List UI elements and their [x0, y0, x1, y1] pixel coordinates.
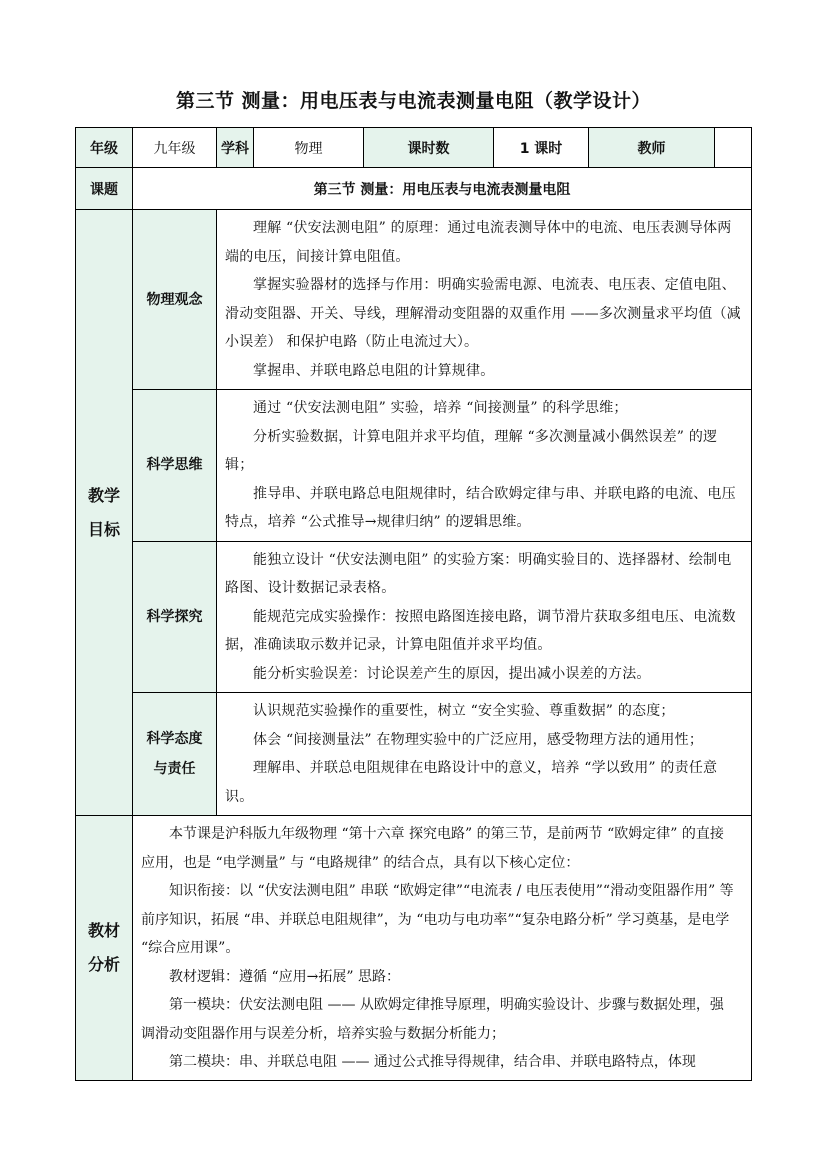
scientific-thinking-paragraph: 分析实验数据，计算电阻并求平均值，理解 “多次测量减小偶然误差” 的逻辑； — [225, 428, 718, 473]
objective-thinking-row — [76, 390, 752, 542]
hours-label: 课时数 — [364, 128, 494, 168]
header-row — [76, 128, 752, 168]
objectives-label-line1: 教学 — [87, 485, 120, 505]
objective-inquiry-row — [76, 541, 752, 693]
grade-label: 年级 — [76, 128, 133, 168]
topic-value: 第三节 测量：用电压表与电流表测量电阻 — [133, 168, 752, 210]
objective-attitude-row — [76, 693, 752, 816]
material-analysis-text — [141, 820, 737, 1078]
attitude-paragraph: 体会 “间接测量法” 在物理实验中的广泛应用，感受物理方法的通用性； — [253, 731, 704, 748]
physics-concept-content — [217, 210, 752, 390]
material-analysis-paragraph: 第二模块：串、并联总电阻 —— 通过公式推导得规律，结合串、并联电路特点，体现 — [169, 1054, 696, 1070]
scientific-inquiry-paragraph: 能独立设计 “伏安法测电阻” 的实验方案：明确实验目的、选择器材、绘制电路图、设计数据记录表格。 — [225, 551, 732, 596]
objectives-label — [76, 210, 133, 816]
scientific-inquiry-paragraph: 能分析实验误差：讨论误差产生的原因，提出减小误差的方法。 — [253, 665, 651, 682]
material-analysis-paragraph: 第一模块：伏安法测电阻 —— 从欧姆定律推导原理，明确实验设计、步骤与数据处理，强调滑动变阻器作用与误差分析，培养实验与数据分析能力； — [141, 997, 724, 1042]
scientific-inquiry-label: 科学探究 — [133, 541, 217, 693]
teacher-label: 教师 — [589, 128, 715, 168]
attitude-label-line2: 与责任 — [153, 761, 196, 777]
scientific-inquiry-paragraph: 能规范完成实验操作：按照电路图连接电路，调节滑片获取多组电压、电流数据，准确读取示数并记录，计算电阻值并求平均值。 — [225, 608, 736, 653]
material-analysis-paragraph: 教材逻辑：遵循 “应用→拓展” 思路： — [169, 968, 400, 985]
attitude-content — [217, 693, 752, 816]
material-analysis-label-line1: 教材 — [87, 921, 120, 940]
scientific-inquiry-content — [217, 541, 752, 693]
lesson-plan-table — [75, 127, 752, 1081]
physics-concept-paragraph: 掌握实验器材的选择与作用：明确实验需电源、电流表、电压表、定值电阻、滑动变阻器、开关、导线，理解滑动变阻器的双重作用 ——多次测量求平均值（减小误差） 和保护电路（防止电流过大）。 — [225, 277, 741, 350]
topic-label: 课题 — [76, 168, 133, 210]
scientific-thinking-content — [217, 390, 752, 542]
subject-label: 学科 — [217, 128, 254, 168]
attitude-paragraph: 认识规范实验操作的重要性，树立 “安全实验、尊重数据” 的态度； — [253, 703, 675, 719]
material-analysis-paragraph: 本节课是沪科版九年级物理 “第十六章 探究电路” 的第三节，是前两节 “欧姆定律” 的直接应用，也是 “电学测量” 与 “电路规律” 的结合点，具有以下核心定位： — [141, 826, 724, 871]
physics-concept-label: 物理观念 — [133, 210, 217, 390]
scientific-thinking-label: 科学思维 — [133, 390, 217, 542]
scientific-thinking-paragraph: 推导串、并联电路总电阻规律时，结合欧姆定律与串、并联电路的电流、电压特点，培养 “公式推导→规律归纳” 的逻辑思维。 — [225, 485, 736, 530]
material-analysis-label — [76, 816, 133, 1081]
subject-value: 物理 — [254, 128, 364, 168]
objective-physics-row — [76, 210, 752, 390]
material-analysis-label-line2: 分析 — [87, 955, 120, 974]
material-analysis-paragraph: 知识衔接：以 “伏安法测电阻” 串联 “欧姆定律”“电流表 / 电压表使用”“滑动变阻器作用” 等前序知识，拓展 “串、并联总电阻规律”，为 “电功与电功率”“复杂电路分析” 学习奠基，是电学 “综合应用课”。 — [141, 883, 734, 956]
teacher-value — [715, 128, 752, 168]
hours-value: 1 课时 — [494, 128, 589, 168]
topic-row — [76, 168, 752, 210]
attitude-paragraph: 理解串、并联总电阻规律在电路设计中的意义，培养 “学以致用” 的责任意识。 — [225, 760, 718, 805]
material-analysis-content — [133, 816, 752, 1081]
attitude-label — [133, 693, 217, 816]
physics-concept-paragraph: 掌握串、并联电路总电阻的计算规律。 — [253, 362, 495, 379]
material-analysis-row — [76, 816, 752, 1081]
attitude-label-line1: 科学态度 — [146, 731, 203, 747]
grade-value: 九年级 — [133, 128, 217, 168]
document-title: 第三节 测量：用电压表与电流表测量电阻（教学设计） — [175, 90, 652, 112]
physics-concept-paragraph: 理解 “伏安法测电阻” 的原理：通过电流表测导体中的电流、电压表测导体两端的电压，间接计算电阻值。 — [225, 220, 732, 265]
objectives-label-line2: 目标 — [87, 519, 120, 539]
scientific-thinking-paragraph: 通过 “伏安法测电阻” 实验，培养 “间接测量” 的科学思维； — [253, 400, 628, 416]
